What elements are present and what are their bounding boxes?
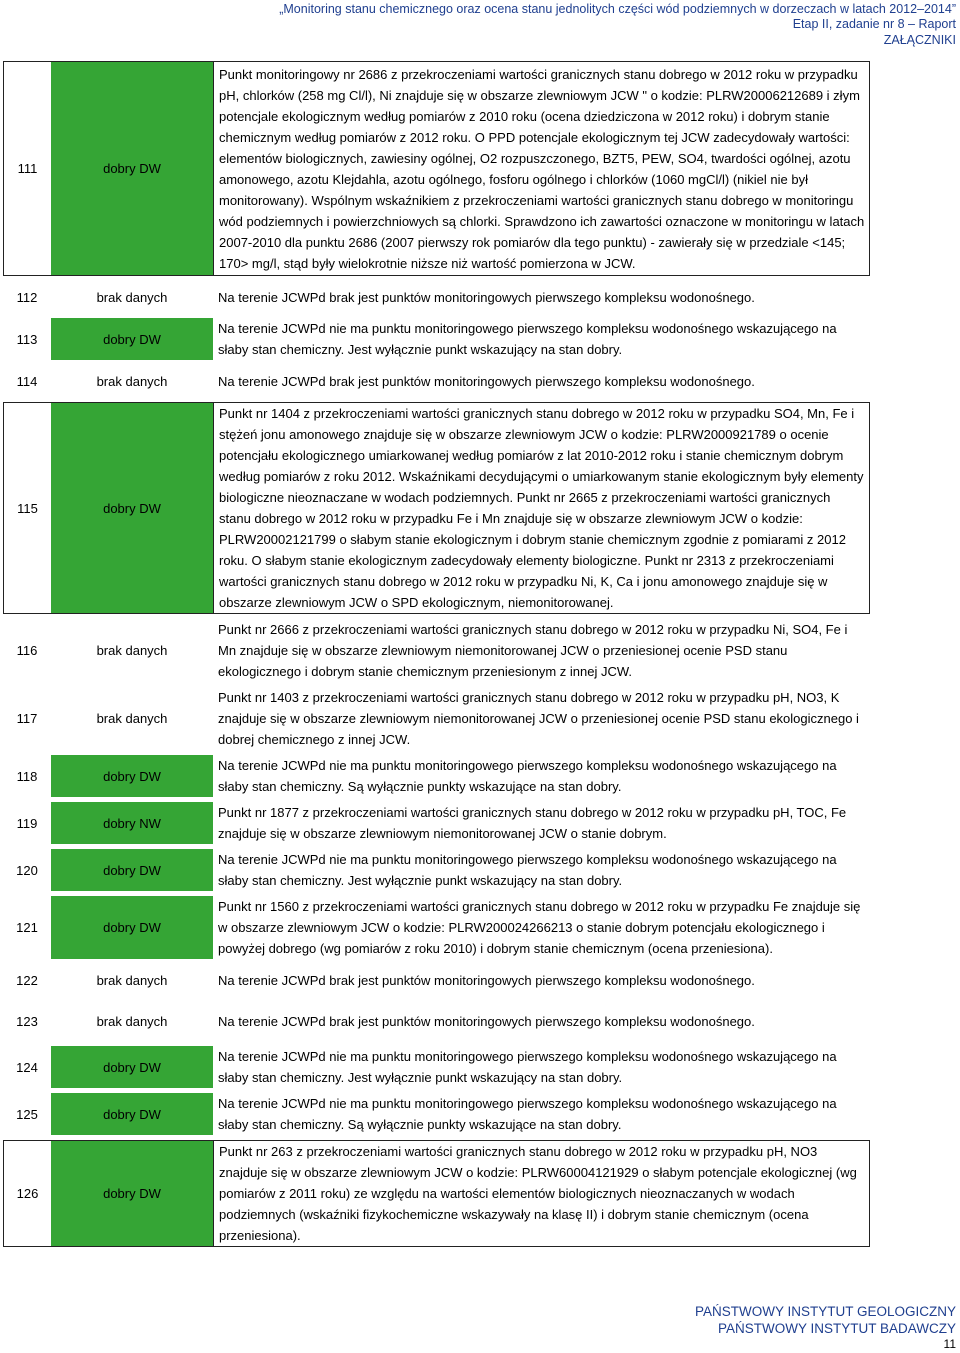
description-cell: Na terenie JCWPd nie ma punktu monitoringowego pierwszego kompleksu wodonośnego wskazującego na słaby stan chemiczny. Są wyłącznie punkty wskazujące na stan dobry. [213, 1093, 870, 1135]
status-cell: dobry DW [51, 755, 213, 797]
status-cell: dobry DW [51, 402, 213, 614]
table-row [3, 1001, 870, 1041]
table-row [3, 318, 870, 360]
table-row [3, 402, 870, 614]
page-number: 11 [943, 1337, 956, 1351]
description-cell: Na terenie JCWPd brak jest punktów monitoringowych pierwszego kompleksu wodonośnego. [213, 1001, 870, 1041]
table-row [3, 1046, 870, 1088]
description-cell: Na terenie JCWPd nie ma punktu monitoringowego pierwszego kompleksu wodonośnego wskazującego na słaby stan chemiczny. Jest wyłącznie punkt wskazujący na stan dobry. [213, 849, 870, 891]
status-cell: dobry DW [51, 61, 213, 276]
table-row [3, 1093, 870, 1135]
description-cell: Na terenie JCWPd brak jest punktów monitoringowych pierwszego kompleksu wodonośnego. [213, 365, 870, 397]
description-cell: Na terenie JCWPd brak jest punktów monitoringowych pierwszego kompleksu wodonośnego. [213, 281, 870, 313]
status-cell: brak danych [51, 281, 213, 313]
status-cell: brak danych [51, 687, 213, 750]
description-cell: Na terenie JCWPd nie ma punktu monitoringowego pierwszego kompleksu wodonośnego wskazującego na słaby stan chemiczny. Są wyłącznie punkty wskazujące na stan dobry. [213, 755, 870, 797]
row-number: 117 [3, 687, 51, 750]
row-number: 123 [3, 1001, 51, 1041]
status-cell: dobry DW [51, 1046, 213, 1088]
description-cell: Na terenie JCWPd nie ma punktu monitoringowego pierwszego kompleksu wodonośnego wskazującego na słaby stan chemiczny. Jest wyłącznie punkt wskazujący na stan dobry. [213, 318, 870, 360]
description-cell: Punkt nr 1403 z przekroczeniami wartości granicznych stanu dobrego w 2012 roku w przypadku pH, NO3, K znajduje się w obszarze zlewniowym niemonitorowanej JCW o przeniesionej ocenie PSD stanu ekologicznego i dobrej chemicznego z innej JCW. [213, 687, 870, 750]
institute-name: PAŃSTWOWY INSTYTUT GEOLOGICZNY [694, 1304, 956, 1319]
attachments-label: ZAŁĄCZNIKI [883, 33, 956, 47]
row-number: 115 [3, 402, 51, 614]
row-number: 113 [3, 318, 51, 360]
table-row [3, 964, 870, 996]
description-cell: Punkt nr 263 z przekroczeniami wartości granicznych stanu dobrego w 2012 roku w przypadku pH, NO3 znajduje się w obszarze zlewniowym JCW o kodzie: PLRW60004121929 o słabym potencjale ekologicznej (wg pomiarów z 2011 roku) ze względu na wartości elementów biologicznych nieoznaczanych w wodach podziemnych (wskaźniki fizykochemiczne wskazywały na klasę II) i dobrym stanie chemicznym (ocena przeniesiona). [213, 1140, 870, 1247]
row-number: 111 [3, 61, 51, 276]
row-number: 121 [3, 896, 51, 959]
status-cell: dobry DW [51, 849, 213, 891]
table-row [3, 619, 870, 682]
status-cell: dobry DW [51, 896, 213, 959]
institute-subtitle: PAŃSTWOWY INSTYTUT BADAWCZY [717, 1321, 956, 1336]
description-cell: Punkt nr 1560 z przekroczeniami wartości granicznych stanu dobrego w 2012 roku w przypadku Fe znajduje się w obszarze zlewniowym JCW o kodzie: PLRW200024266213 o stanie dobrym potencjału ekologicznego i powyżej dobrego (wg pomiarów z roku 2010) i dobrym stanie chemicznym (ocena przeniesiona). [213, 896, 870, 959]
status-cell: dobry DW [51, 1093, 213, 1135]
row-number: 125 [3, 1093, 51, 1135]
description-cell: Na terenie JCWPd brak jest punktów monitoringowych pierwszego kompleksu wodonośnego. [213, 964, 870, 996]
row-number: 122 [3, 964, 51, 996]
row-number: 114 [3, 365, 51, 397]
table-row [3, 802, 870, 844]
description-cell: Punkt nr 1404 z przekroczeniami wartości granicznych stanu dobrego w 2012 roku w przypadku SO4, Mn, Fe i stężeń jonu amonowego znajduje się w obszarze zlewniowym JCW o kodzie: PLRW2000921789 o ocenie potencjału ekologicznego umiarkowanej według pomiarów z lat 2010-2012 roku i stanie chemicznym dobrym według pomiarów z roku 2012. Wskaźnikami decydującymi o umiarkowanym stanie ekologicznym były elementy biologiczne nieoznaczane w wodach podziemnych. Punkt nr 2665 z przekroczeniami wartości granicznych stanu dobrego w 2012 roku w przypadku Fe i Mn znajduje się w obszarze zlewniowym JCW o kodzie: PLRW20002121799 o słabym stanie ekologicznym i dobrym stanie chemicznym zgodnie z pomiarami z 2012 roku. O słabym stanie ekologicznym zadecydowały elementy biologiczne. Punkt nr 2313 z przekroczeniami wartości granicznych stanu dobrego w 2012 roku w przypadku Ni, K, Ca i jonu amonowego znajduje się w obszarze zlewniowym JCW o SPD ekologicznym, niemonitorowanej. [213, 402, 870, 614]
description-cell: Punkt nr 2666 z przekroczeniami wartości granicznych stanu dobrego w 2012 roku w przypadku Ni, SO4, Fe i Mn znajduje się w obszarze zlewniowym niemonitorowanej JCW o przeniesionej ocenie PSD stanu ekologicznego i dobrym stanie chemicznym przeniesionym z innej JCW. [213, 619, 870, 682]
description-cell: Punkt monitoringowy nr 2686 z przekroczeniami wartości granicznych stanu dobrego w 2012 roku w przypadku pH, chlorków (258 mg Cl/l), Ni znajduje się w obszarze zlewniowym JCW " o kodzie: PLRW20006212689 i złym potencjale ekologicznym według pomiarów z 2010 roku (ocena dziedziczona w 2012 roku) i dobrym stanie chemicznym według pomiarów z 2012 roku. O PPD potencjale ekologicznym tej JCW zadecydowały wartości: elementów biologicznych, zawiesiny ogólnej, O2 rozpuszczonego, BZT5, PEW, SO4, twardości ogólnej, azotu amonowego, azotu Klejdahla, azotu ogólnego, fosforu ogólnego i chlorków (1060 mgCl/l) (nikiel nie był monitorowany). Wspólnym wskaźnikiem z przekroczeniami wartości granicznych stanu dobrego w monitoringu wód podziemnych i powierzchniowych są chlorki. Sprawdzono ich zawartości oznaczone w monitoringu w latach 2007-2010 dla punktu 2686 (2007 pierwszy rok pomiarów dla tego punktu) - zawierały się w przedziale <145; 170> mg/l, stąd były wielokrotnie niższe niż wartość pomierzona w JCW. [213, 61, 870, 276]
row-number: 120 [3, 849, 51, 891]
status-cell: brak danych [51, 365, 213, 397]
table-row [3, 755, 870, 797]
row-number: 112 [3, 281, 51, 313]
status-cell: dobry NW [51, 802, 213, 844]
status-cell: dobry DW [51, 1140, 213, 1247]
description-cell: Punkt nr 1877 z przekroczeniami wartości granicznych stanu dobrego w 2012 roku w przypadku pH, TOC, Fe znajduje się w obszarze zlewniowym niemonitorowanej JCW o stanie dobrym. [213, 802, 870, 844]
table-row [3, 61, 870, 276]
assessment-table [3, 56, 870, 1252]
description-cell: Na terenie JCWPd nie ma punktu monitoringowego pierwszego kompleksu wodonośnego wskazującego na słaby stan chemiczny. Jest wyłącznie punkt wskazujący na stan dobry. [213, 1046, 870, 1088]
status-cell: brak danych [51, 1001, 213, 1041]
status-cell: brak danych [51, 964, 213, 996]
table-row [3, 896, 870, 959]
row-number: 116 [3, 619, 51, 682]
row-number: 126 [3, 1140, 51, 1247]
table-row [3, 687, 870, 750]
status-cell: dobry DW [51, 318, 213, 360]
report-stage: Etap II, zadanie nr 8 – Raport [792, 17, 956, 31]
table-row [3, 849, 870, 891]
report-title: „Monitoring stanu chemicznego oraz ocena stanu jednolitych części wód podziemnych w dorzeczach w latach 2012–2014” [279, 2, 956, 16]
row-number: 124 [3, 1046, 51, 1088]
row-number: 119 [3, 802, 51, 844]
row-number: 118 [3, 755, 51, 797]
status-cell: brak danych [51, 619, 213, 682]
table-row [3, 281, 870, 313]
table-row [3, 365, 870, 397]
table-row [3, 1140, 870, 1247]
